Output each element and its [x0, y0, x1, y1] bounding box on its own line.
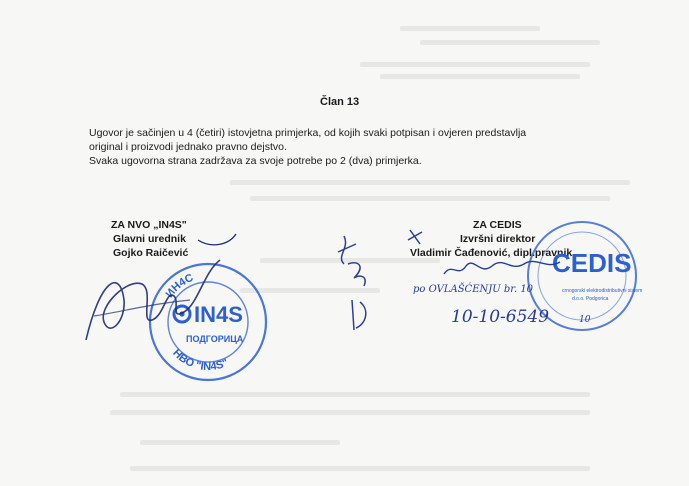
body-line: original i proizvodi jednako pravno dejstvo. [89, 141, 287, 153]
date-handwritten: 10-10-6549 [451, 307, 550, 327]
body-line: Svaka ugovorna strana zadržava za svoje potrebe po 2 (dva) primjerka. [89, 155, 422, 167]
article-body [89, 126, 629, 168]
signature-left [80, 220, 250, 360]
stamp-ring-top-text: ИН4С [163, 271, 196, 301]
stamp-subtitle: d.o.o. Podgorica [572, 296, 609, 302]
po-ovlascenju-text: po OVLAŠĆENJU br. 10 [413, 284, 534, 295]
signatory-name: Vladimir Čađenović, dipl.pravnik [410, 247, 573, 259]
article-heading: Član 13 [320, 96, 360, 108]
stamp-brand: IN4S [194, 302, 243, 327]
stamp-brand: CEDIS [552, 248, 632, 278]
signatory-role: Izvršni direktor [460, 233, 536, 245]
signatory-org: ZA CEDIS [473, 219, 522, 231]
date-suffix: 10 [579, 315, 591, 325]
handwriting-canvas [413, 280, 603, 340]
handwritten-authorization [413, 280, 603, 345]
signatory-name: Gojko Raičević [113, 247, 189, 259]
initials-signature [330, 230, 390, 340]
stamp-subtitle: crnogorski elektrodistributivni sistem [562, 288, 643, 294]
signatory-org: ZA NVO „IN4S" [111, 219, 187, 231]
stamp-ring-bottom-text: НВО "IN4S" [170, 347, 231, 374]
signatory-role: Glavni urednik [113, 233, 186, 245]
body-line: Ugovor je sačinjen u 4 (četiri) istovjetna primjerka, od kojih svaki potpisan i ovjeren predstavlja [89, 127, 527, 139]
stamp-city: ПОДГОРИЦА [186, 334, 244, 344]
